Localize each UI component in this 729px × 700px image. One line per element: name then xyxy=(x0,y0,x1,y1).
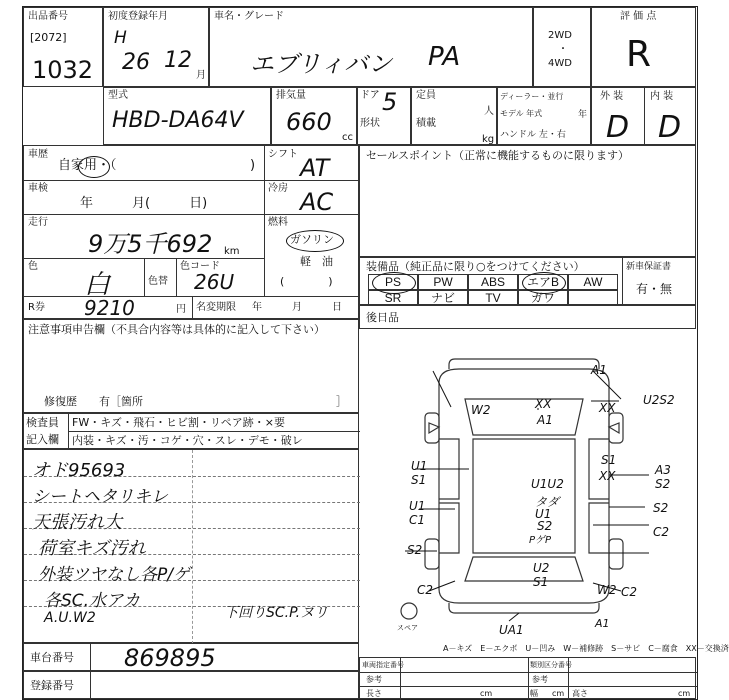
remark-line-5: 外装ツヤなし各P/ゲ xyxy=(38,565,190,585)
recycle: 9210 xyxy=(84,296,135,320)
first-reg-box xyxy=(103,7,209,87)
mark-w2-right: W2 xyxy=(597,583,617,597)
sales-box xyxy=(359,145,696,257)
mark-xx-1: XX xyxy=(535,397,552,411)
repair-label: 修復歴 有［箇所 xyxy=(44,395,143,408)
eval-label: 評 価 点 xyxy=(620,11,657,22)
ext-int-box xyxy=(591,87,696,145)
mark-a1-2: A1 xyxy=(537,413,553,427)
car-name-label: 車名・グレード xyxy=(214,11,284,22)
mark-s1-center: S1 xyxy=(533,575,549,589)
era: H xyxy=(114,28,127,48)
mileage-label: 走行 xyxy=(28,217,48,228)
color: 白 xyxy=(84,270,111,300)
spec-cm2: cm xyxy=(552,689,565,698)
registration-label: 登録番号 xyxy=(30,679,74,692)
chassis-box xyxy=(23,643,359,671)
warranty-value: 有・無 xyxy=(636,282,673,296)
reg-month: 12 xyxy=(164,48,192,73)
fuel-diesel: 軽 油 xyxy=(300,255,333,268)
equipment-item xyxy=(568,290,618,306)
dealer-box xyxy=(497,87,591,145)
lot-number: 1032 xyxy=(32,56,94,84)
equipment-item: SR xyxy=(368,290,418,306)
kg-unit: kg xyxy=(482,134,495,145)
inspection-label: 車検 xyxy=(28,183,48,194)
equipment-item: PW xyxy=(418,274,468,290)
equipment-item: AW xyxy=(568,274,618,290)
interior-label: 内 装 xyxy=(650,91,674,102)
equipment-item: ナビ xyxy=(418,290,468,306)
mark-ua1: UA1 xyxy=(499,623,524,637)
equipment-circle xyxy=(522,272,566,294)
after-box xyxy=(359,305,696,329)
displacement-box xyxy=(271,87,357,145)
registration-box xyxy=(23,671,359,699)
remark-line-6: 各SC.水アカ xyxy=(44,591,140,611)
category-value: 自家用・（ xyxy=(58,158,117,173)
lot-ref: [2072] xyxy=(30,31,67,44)
month-unit: 月 xyxy=(196,70,206,81)
equipment-circle xyxy=(372,272,416,294)
mark-u1u2: U1U2 xyxy=(531,477,564,491)
year-unit: 年 xyxy=(578,110,588,120)
model-year-label: モデル 年式 xyxy=(500,109,543,118)
spec-col1: 車両指定番号 xyxy=(362,661,404,669)
grade: PA xyxy=(428,42,461,72)
car-name: エブリィバン xyxy=(250,50,393,78)
mark-c2-left: C2 xyxy=(417,583,434,597)
spec-ref2: 参考 xyxy=(532,675,548,684)
inspection-value: 年 月( 日) xyxy=(80,196,208,211)
mark-s2-left: S2 xyxy=(407,543,423,557)
mark-a3: A3 xyxy=(655,463,671,477)
remark-line-7: A.U.W2 xyxy=(44,610,96,626)
chassis-number: 869895 xyxy=(124,644,216,672)
recycle-label: R券 xyxy=(28,302,45,313)
shape-label: 形状 xyxy=(360,118,380,129)
equipment-item: TV xyxy=(468,290,518,306)
ac: AC xyxy=(300,188,334,216)
inspector-label1: 検査員 xyxy=(26,416,59,429)
equipment-item: ABS xyxy=(468,274,518,290)
mark-c2-right2: C2 xyxy=(621,585,638,599)
color-code: 26U xyxy=(194,270,235,294)
equipment-item: エアB xyxy=(518,274,568,290)
eval-box xyxy=(591,7,696,87)
mark-u2-center: U2 xyxy=(533,561,550,575)
lot-box xyxy=(23,7,103,87)
mark-u1-left2: U1 xyxy=(409,499,426,513)
mark-u1-left: U1 xyxy=(411,459,428,473)
color-code-label: 色コード xyxy=(180,261,220,272)
inspector-label2: 記入欄 xyxy=(26,433,59,446)
doors-label: ドア xyxy=(360,90,380,101)
displacement: 660 xyxy=(286,108,332,136)
spec-cm3: cm xyxy=(678,689,691,698)
car-outline xyxy=(359,329,696,641)
spec-cm1: cm xyxy=(480,689,493,698)
notes-label: 注意事項申告欄（不具合内容等は具体的に記入して下さい） xyxy=(28,323,325,336)
equipment-label: 装備品（純正品に限り○をつけてください） xyxy=(366,260,585,273)
mark-u1-center: U1 xyxy=(535,507,552,521)
mark-s2-center: S2 xyxy=(537,519,553,533)
remark-right: 下回りSC.P.ヌリ xyxy=(224,605,329,621)
first-reg-label: 初度登録年月 xyxy=(108,11,168,22)
lot-label: 出品番号 xyxy=(28,11,68,22)
mark-u2s2: U2S2 xyxy=(643,393,675,407)
spec-table xyxy=(359,657,696,699)
capacity-box xyxy=(411,87,497,145)
transfer-label: 名変期限 xyxy=(196,302,236,313)
auction-sheet xyxy=(22,6,729,700)
exterior-label: 外 装 xyxy=(600,91,624,102)
remark-line-1: オド95693 xyxy=(32,460,126,481)
inspector-box xyxy=(23,413,359,449)
model-box xyxy=(103,87,271,145)
car-name-box xyxy=(209,7,533,87)
capacity-label: 定員 xyxy=(416,90,436,101)
load-label: 積載 xyxy=(416,118,436,129)
mark-pgep: PゲP xyxy=(529,535,552,546)
mark-c1-left: C1 xyxy=(409,513,426,527)
mark-s1-left: S1 xyxy=(411,473,427,487)
spec-width: 幅 xyxy=(530,689,538,698)
fuel-paren: ( ) xyxy=(280,275,333,288)
color-label: 色 xyxy=(28,261,38,272)
after-label: 後日品 xyxy=(366,311,399,324)
cc-unit: cc xyxy=(342,132,353,143)
dealer-label: ディーラー・並行 xyxy=(500,92,564,101)
drive-2wd: 2WD xyxy=(548,30,572,41)
color-change-label: 色替 xyxy=(148,276,168,287)
spec-col2: 類別区分番号 xyxy=(530,661,572,669)
mark-s2-right2: S2 xyxy=(653,501,669,515)
shift-label: シフト xyxy=(268,149,298,160)
spec-height: 高さ xyxy=(572,689,588,698)
eval-score: R xyxy=(626,34,652,75)
reg-year: 26 xyxy=(122,50,150,75)
spec-length: 長さ xyxy=(366,689,382,698)
drive-4wd: 4WD xyxy=(548,58,572,69)
mark-a1-bottom: A1 xyxy=(595,617,610,630)
mark-xx-3: XX xyxy=(599,469,616,483)
mark-s1-right: S1 xyxy=(601,453,617,467)
mark-tada: タダ xyxy=(535,495,560,509)
inspector-row1: FW・キズ・飛石・ヒビ割・リペア跡・×要 xyxy=(72,416,285,429)
mark-s2-right1: S2 xyxy=(655,477,671,491)
equipment-grid xyxy=(368,274,618,306)
transfer-value: 年 月 日 xyxy=(252,302,342,313)
handle-label: ハンドル 左・右 xyxy=(500,130,566,140)
doors-box xyxy=(357,87,411,145)
repair-close: ］ xyxy=(336,395,347,408)
drive-box xyxy=(533,7,591,87)
model-label: 型式 xyxy=(108,90,128,101)
drive-dot: ・ xyxy=(558,44,568,55)
notes-box xyxy=(23,319,359,413)
spec-ref1: 参考 xyxy=(366,675,382,684)
capacity-unit: 人 xyxy=(484,106,494,117)
km-unit: km xyxy=(224,246,240,257)
doors: 5 xyxy=(382,88,398,116)
mark-a1-top: A1 xyxy=(591,363,607,377)
chassis-label: 車台番号 xyxy=(30,651,74,664)
fuel-gas: ガソリン xyxy=(290,233,334,246)
warranty-label: 新車保証書 xyxy=(626,262,672,272)
mark-c2-right: C2 xyxy=(653,525,670,539)
yen-unit: 円 xyxy=(176,304,186,315)
remark-line-3: 天張汚れ大 xyxy=(32,512,122,533)
details-box xyxy=(23,145,359,319)
equipment-box xyxy=(359,257,696,305)
damage-diagram xyxy=(359,329,696,641)
mark-w2: W2 xyxy=(471,403,491,417)
inspector-row2: 内装・キズ・汚・コゲ・穴・スレ・デモ・破レ xyxy=(72,434,303,447)
fuel-label: 燃料 xyxy=(268,217,288,228)
equipment-item: PS xyxy=(368,274,418,290)
model-code: HBD-DA64V xyxy=(112,108,244,133)
displacement-label: 排気量 xyxy=(276,90,306,101)
damage-legend: A－キズ E－エクボ U－凹み W－補修跡 S－サビ C－腐食 XX－交換済 xyxy=(443,644,729,653)
spare-label: スペア xyxy=(397,624,418,632)
sales-label: セールスポイント（正常に機能するものに限ります） xyxy=(366,149,630,162)
category-close: ) xyxy=(250,158,256,173)
mileage: 9万5千692 xyxy=(88,230,213,258)
ac-label: 冷房 xyxy=(268,183,288,194)
exterior-grade: D xyxy=(606,110,630,145)
remarks-box xyxy=(23,449,359,643)
category-label: 車歴 xyxy=(28,149,48,160)
interior-grade: D xyxy=(658,110,682,145)
remark-line-4: 荷室キズ汚れ xyxy=(38,538,146,559)
equipment-item: ガワ xyxy=(518,290,568,306)
shift: AT xyxy=(300,154,330,182)
remark-line-2: シートヘタリキレ xyxy=(32,487,168,507)
mark-xx-2: XX xyxy=(599,401,616,415)
